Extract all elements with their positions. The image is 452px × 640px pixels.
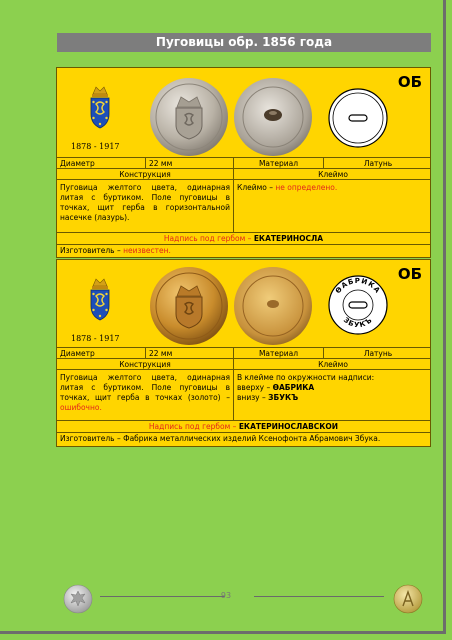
material-value: Латунь: [323, 348, 432, 358]
maker-row: Изготовитель – неизвестен.: [57, 244, 430, 258]
button-front-image: [149, 266, 229, 346]
coat-of-arms-icon: [87, 276, 113, 326]
material-label: Материал: [233, 158, 323, 168]
stamp-bottom-text: ЗБУКЪ: [341, 315, 375, 330]
page-title: Пуговицы обр. 1856 года: [57, 33, 431, 52]
maker-row: Изготовитель – Фабрика металлических изделий Ксенофонта Абрамович Збука.: [57, 432, 430, 447]
stamp-top-text: ѲАБРИКА: [334, 276, 382, 296]
material-label: Материал: [233, 348, 323, 358]
button-back-image: [233, 266, 313, 346]
construction-description: Пуговица желтого цвета, одинарная литая с буртиком. Поле пуговицы в точках, щит герба в горизонтальной насечке (лазурь).: [60, 183, 230, 222]
page-number: 93: [220, 591, 232, 600]
headers-row: [57, 358, 430, 369]
mark-label: Клеймо: [233, 359, 432, 369]
inscription-row: Надпись под гербом – ЕКАТЕРИНОСЛА: [57, 232, 430, 244]
mark-label: Клеймо: [233, 169, 432, 179]
coat-of-arms-icon: [87, 84, 113, 134]
details-row: [57, 369, 430, 420]
diameter-label: Диаметр: [60, 349, 95, 358]
construction-label: Конструкция: [119, 170, 171, 179]
mark-description: Клеймо – не определено.: [233, 180, 432, 232]
years-range: 1878 - 1917: [71, 334, 120, 343]
diameter-value: 22 мм: [145, 348, 233, 358]
monogram-medal-icon: [393, 584, 423, 614]
type-code: ОБ: [397, 265, 422, 283]
button-back-image: [233, 77, 313, 157]
specs-row: [57, 347, 430, 358]
material-value: Латунь: [323, 158, 432, 168]
button-card-1: [56, 67, 431, 258]
diameter-label: Диаметр: [60, 159, 95, 168]
maker-stamp-diagram: [327, 274, 389, 336]
years-range: 1878 - 1917: [71, 142, 120, 151]
headers-row: [57, 168, 430, 179]
mark-description: В клейме по окружности надписи: вверху – ѲАБРИКА внизу – ЗБУКЪ: [233, 370, 432, 420]
button-front-image: [149, 77, 229, 157]
construction-description: Пуговица желтого цвета, одинарная литая с буртиком. Поле пуговицы в точках, щит герба в точках (золото) – ошибочно.: [60, 373, 230, 412]
details-row: [57, 179, 430, 232]
specs-row: [57, 157, 430, 168]
eagle-medal-icon: [63, 584, 93, 614]
construction-label: Конструкция: [119, 360, 171, 369]
button-schematic-diagram: [327, 87, 389, 149]
type-code: ОБ: [397, 73, 422, 91]
diameter-value: 22 мм: [145, 158, 233, 168]
inscription-row: Надпись под гербом – ЕКАТЕРИНОСЛАВСКОИ: [57, 420, 430, 432]
button-card-2: [56, 259, 431, 447]
